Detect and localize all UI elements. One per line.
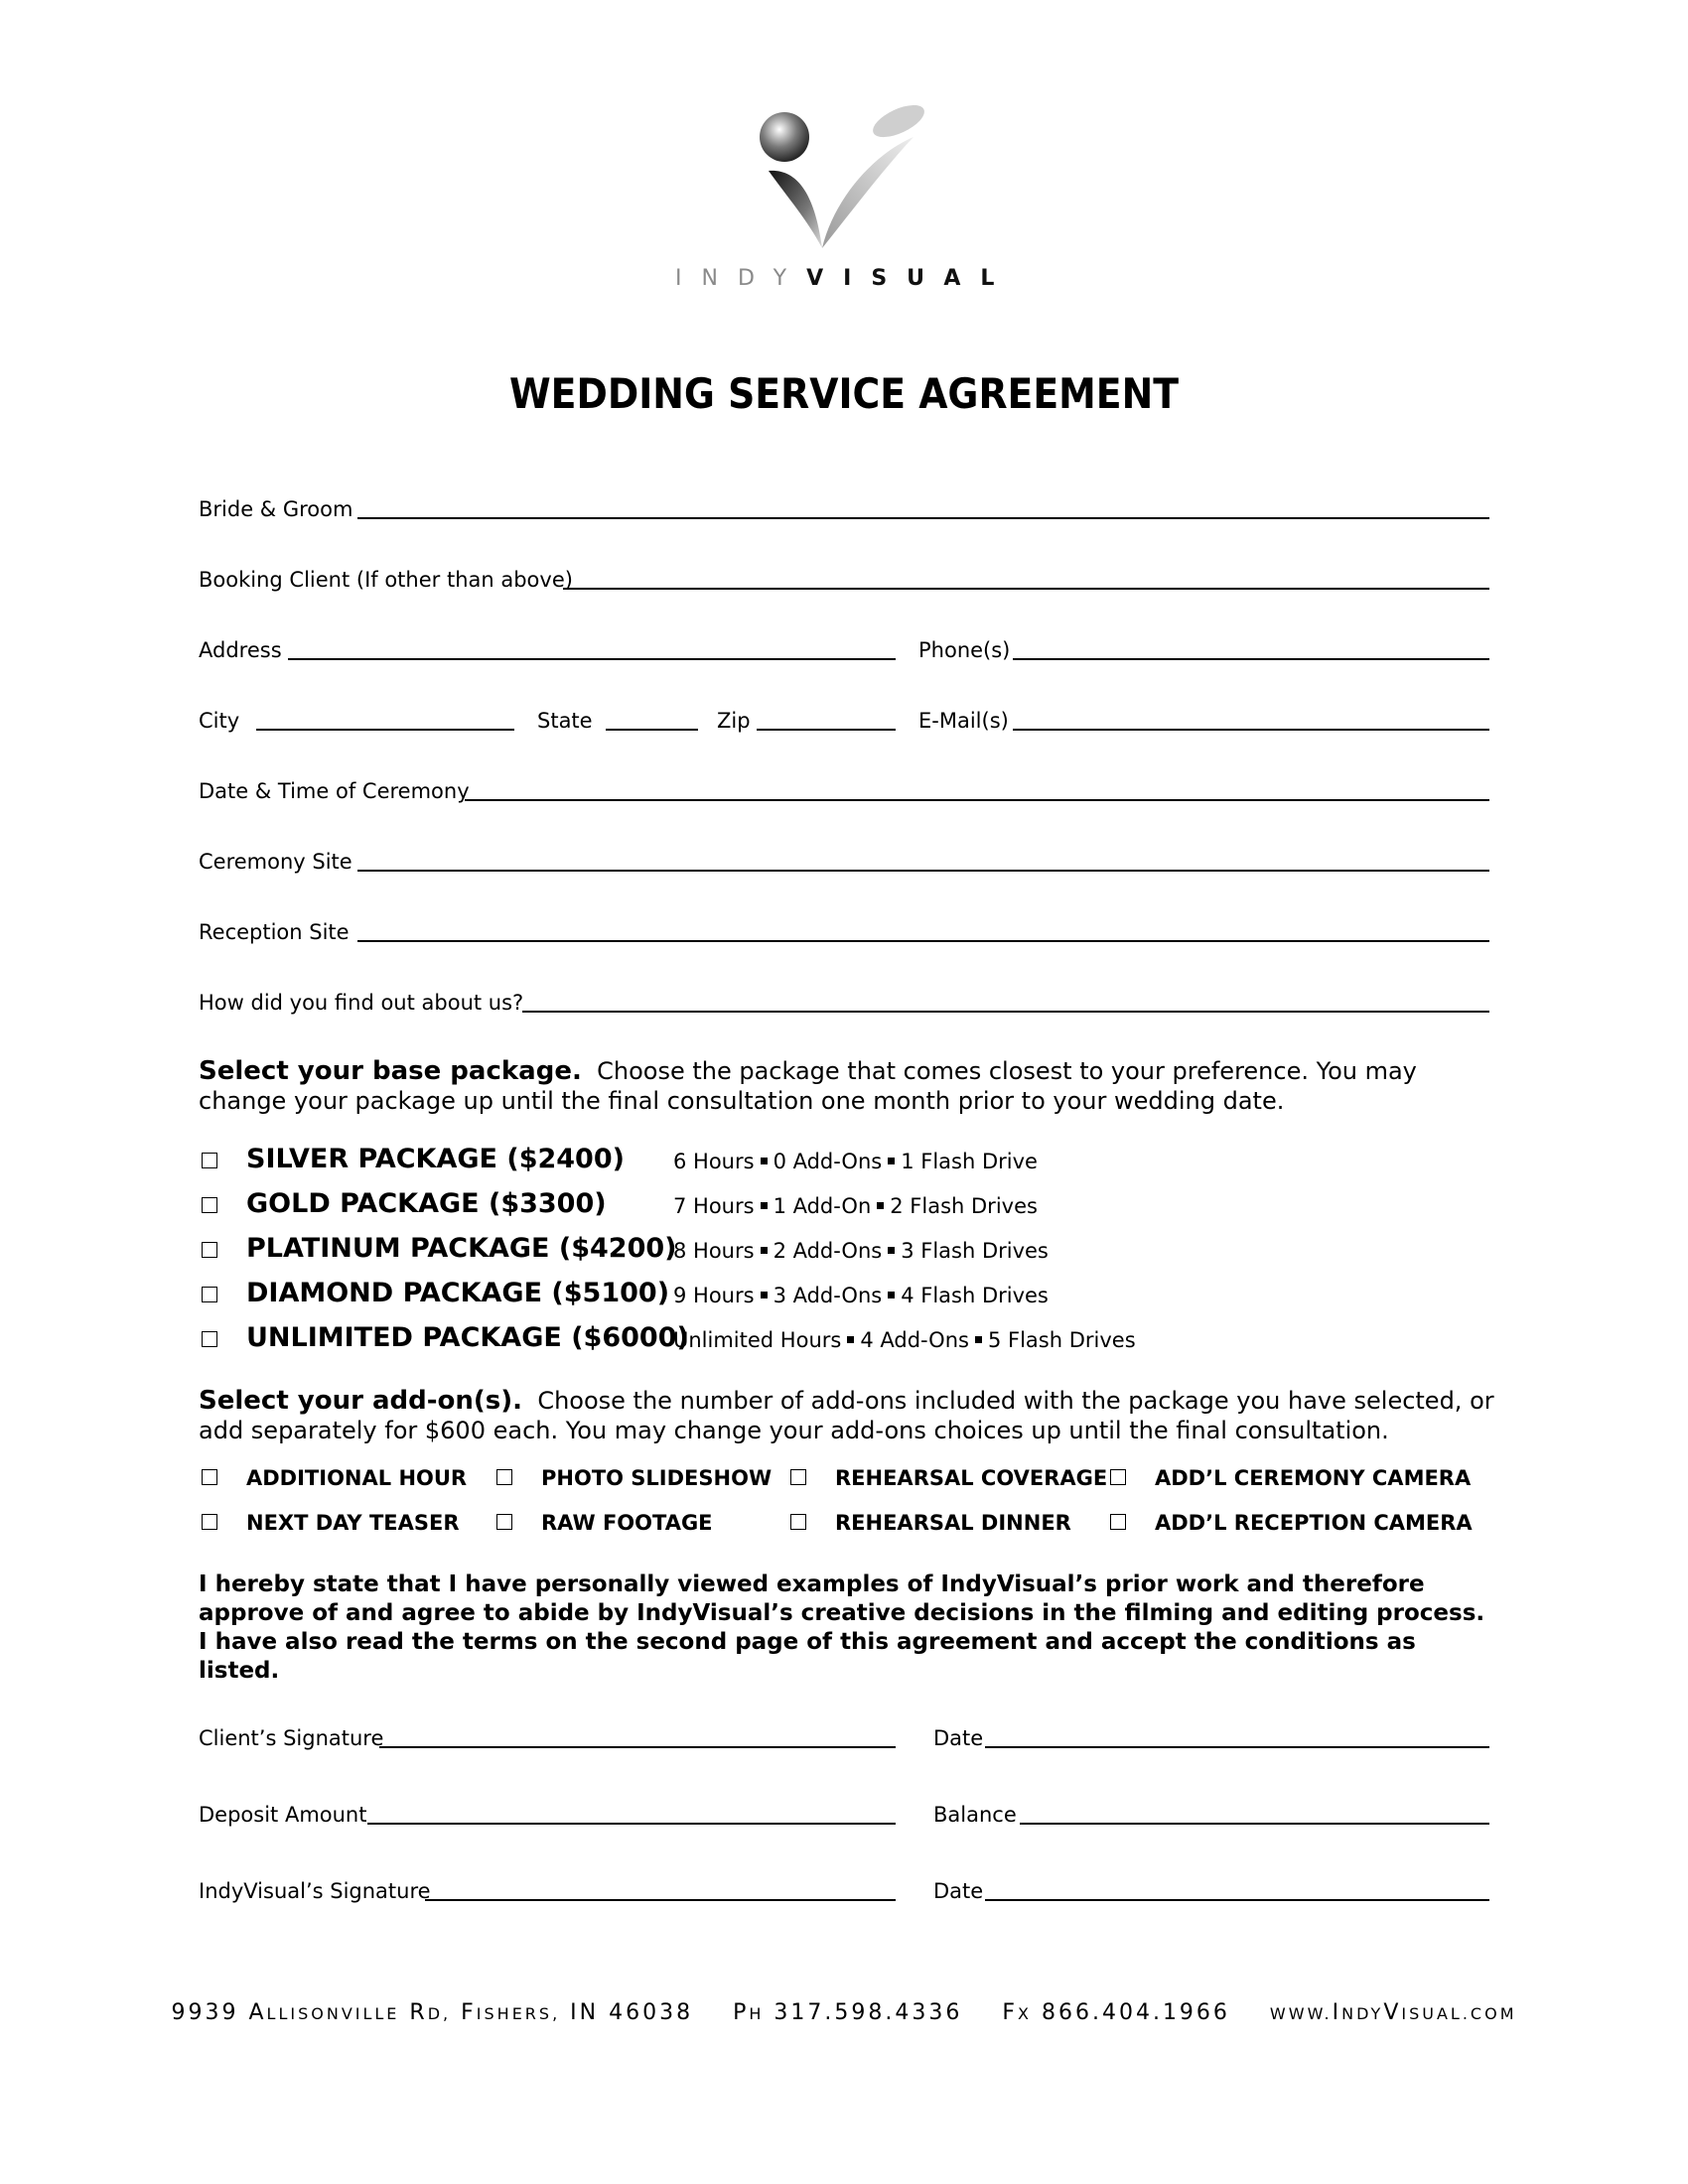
find-us-label: How did you find out about us? bbox=[199, 991, 524, 1015]
client-signature-row bbox=[199, 1710, 1489, 1750]
bullet-square-icon bbox=[888, 1158, 895, 1164]
indyvisual-signature-field[interactable] bbox=[425, 1899, 896, 1901]
footer-fax: 866.404.1966 bbox=[1041, 2000, 1230, 2025]
package-addons: 1 Add-On bbox=[773, 1194, 872, 1218]
emails-field[interactable] bbox=[1013, 729, 1489, 731]
checkbox[interactable] bbox=[202, 1469, 217, 1485]
ceremony-datetime-row bbox=[199, 763, 1489, 803]
page-title: WEDDING SERVICE AGREEMENT bbox=[508, 369, 1180, 418]
bullet-square-icon bbox=[761, 1292, 768, 1298]
footer-text: .COM bbox=[1462, 2004, 1517, 2023]
balance-field[interactable] bbox=[1020, 1823, 1489, 1825]
package-option[interactable] bbox=[199, 1184, 1291, 1224]
reception-site-label: Reception Site bbox=[199, 920, 350, 944]
ceremony-datetime-label: Date & Time of Ceremony bbox=[199, 779, 470, 803]
phones-label: Phone(s) bbox=[918, 638, 1011, 662]
bullet-square-icon bbox=[761, 1202, 768, 1209]
date-label: Date bbox=[933, 1879, 984, 1903]
footer-phone: 317.598.4336 bbox=[774, 2000, 963, 2025]
addon-label: PHOTO SLIDESHOW bbox=[541, 1466, 773, 1490]
footer-text: P bbox=[733, 2000, 750, 2025]
package-details bbox=[673, 1239, 1049, 1263]
package-hours: 8 Hours bbox=[673, 1239, 755, 1263]
addon-label: REHEARSAL DINNER bbox=[835, 1511, 1071, 1535]
booking-client-label: Booking Client (If other than above) bbox=[199, 568, 573, 592]
checkbox[interactable] bbox=[202, 1153, 217, 1168]
client-signature-field[interactable] bbox=[379, 1746, 896, 1748]
booking-client-row bbox=[199, 552, 1489, 592]
date-label: Date bbox=[933, 1726, 984, 1750]
package-drives: 3 Flash Drives bbox=[901, 1239, 1049, 1263]
ceremony-site-row bbox=[199, 834, 1489, 874]
checkbox[interactable] bbox=[496, 1514, 512, 1530]
deposit-field[interactable] bbox=[367, 1823, 896, 1825]
logo-word-visual: VISUAL bbox=[806, 266, 1015, 291]
indyvisual-logo bbox=[675, 99, 1015, 298]
package-option[interactable] bbox=[199, 1318, 1291, 1358]
address-row bbox=[199, 622, 1489, 662]
checkbox[interactable] bbox=[496, 1469, 512, 1485]
logo-wordmark bbox=[675, 266, 1053, 291]
checkbox[interactable] bbox=[790, 1469, 806, 1485]
state-field[interactable] bbox=[606, 729, 698, 731]
find-us-row bbox=[199, 975, 1489, 1015]
city-row bbox=[199, 693, 1489, 733]
package-drives: 1 Flash Drive bbox=[901, 1150, 1038, 1173]
contact-footer bbox=[0, 2000, 1688, 2025]
footer-text: X bbox=[1018, 2004, 1032, 2023]
date-field[interactable] bbox=[985, 1746, 1489, 1748]
reception-site-field[interactable] bbox=[357, 940, 1489, 942]
checkbox[interactable] bbox=[202, 1287, 217, 1302]
package-drives: 4 Flash Drives bbox=[901, 1284, 1049, 1307]
package-addons: 2 Add-Ons bbox=[773, 1239, 883, 1263]
addon-label: REHEARSAL COVERAGE bbox=[835, 1466, 1108, 1490]
bride-groom-field[interactable] bbox=[357, 517, 1489, 519]
package-hours: 6 Hours bbox=[673, 1150, 755, 1173]
bullet-square-icon bbox=[761, 1247, 768, 1254]
emails-label: E-Mail(s) bbox=[918, 709, 1009, 733]
footer-text: ISHERS, bbox=[476, 2004, 561, 2023]
addon-instructions-text: Choose the number of add-ons included with the package you have selected, or add separately for $600 each. You may change your add-ons choices up until the final consultation. bbox=[199, 1387, 1494, 1444]
indyvisual-signature-label: IndyVisual’s Signature bbox=[199, 1879, 431, 1903]
package-hours: 9 Hours bbox=[673, 1284, 755, 1307]
footer-text: NDY bbox=[1341, 2004, 1384, 2023]
package-addons: 4 Add-Ons bbox=[860, 1328, 969, 1352]
logo-mark-icon bbox=[755, 99, 953, 258]
checkbox[interactable] bbox=[790, 1514, 806, 1530]
balance-label: Balance bbox=[933, 1803, 1017, 1827]
package-details bbox=[673, 1150, 1038, 1173]
ceremony-site-field[interactable] bbox=[357, 870, 1489, 872]
addon-label: NEXT DAY TEASER bbox=[246, 1511, 460, 1535]
footer-text: R bbox=[409, 2000, 428, 2025]
address-label: Address bbox=[199, 638, 282, 662]
deposit-label: Deposit Amount bbox=[199, 1803, 367, 1827]
addon-instructions bbox=[199, 1386, 1499, 1445]
package-details bbox=[673, 1194, 1038, 1218]
bride-groom-row bbox=[199, 481, 1489, 521]
bride-groom-label: Bride & Groom bbox=[199, 497, 353, 521]
checkbox[interactable] bbox=[202, 1197, 217, 1213]
package-hours: Unlimited Hours bbox=[673, 1328, 842, 1352]
city-field[interactable] bbox=[256, 729, 514, 731]
package-option[interactable] bbox=[199, 1140, 1291, 1179]
footer-text: LLISONVILLE bbox=[266, 2004, 400, 2023]
indyvisual-signature-row bbox=[199, 1863, 1489, 1903]
ceremony-site-label: Ceremony Site bbox=[199, 850, 352, 874]
addon-label: ADDITIONAL HOUR bbox=[246, 1466, 468, 1490]
logo-word-indy: INDY bbox=[675, 266, 807, 291]
package-addons: 3 Add-Ons bbox=[773, 1284, 883, 1307]
footer-text: D, bbox=[427, 2004, 452, 2023]
package-details bbox=[673, 1328, 1136, 1352]
package-name: DIAMOND PACKAGE ($5100) bbox=[246, 1278, 670, 1308]
bullet-square-icon bbox=[888, 1247, 895, 1254]
package-option[interactable] bbox=[199, 1274, 1291, 1313]
addon-label: ADD’L RECEPTION CAMERA bbox=[1155, 1511, 1473, 1535]
footer-text: A bbox=[248, 2000, 267, 2025]
client-signature-label: Client’s Signature bbox=[199, 1726, 384, 1750]
package-name: PLATINUM PACKAGE ($4200) bbox=[246, 1233, 677, 1264]
bullet-square-icon bbox=[761, 1158, 768, 1164]
package-name: SILVER PACKAGE ($2400) bbox=[246, 1144, 625, 1174]
package-addons: 0 Add-Ons bbox=[773, 1150, 883, 1173]
footer-text: I bbox=[1332, 2000, 1342, 2025]
checkbox[interactable] bbox=[202, 1242, 217, 1258]
footer-text: F bbox=[1002, 2000, 1018, 2025]
bullet-square-icon bbox=[975, 1336, 982, 1343]
package-name: GOLD PACKAGE ($3300) bbox=[246, 1188, 607, 1219]
package-instructions-lead: Select your base package. bbox=[199, 1056, 582, 1086]
addon-label: RAW FOOTAGE bbox=[541, 1511, 713, 1535]
ceremony-datetime-field[interactable] bbox=[465, 799, 1489, 801]
reception-site-row bbox=[199, 904, 1489, 944]
checkbox[interactable] bbox=[202, 1514, 217, 1530]
bullet-square-icon bbox=[877, 1202, 884, 1209]
addon-instructions-lead: Select your add-on(s). bbox=[199, 1386, 523, 1416]
city-label: City bbox=[199, 709, 240, 733]
package-instructions-text: Choose the package that comes closest to your preference. You may change your package up until the final consultation one month prior to your wedding date. bbox=[199, 1057, 1417, 1115]
package-option[interactable] bbox=[199, 1229, 1291, 1269]
package-name: UNLIMITED PACKAGE ($6000) bbox=[246, 1322, 689, 1353]
acceptance-statement: I hereby state that I have personally viewed examples of IndyVisual’s prior work and therefore approve of and agree to abide by IndyVisual’s creative decisions in the filming and editing process. I have also read the terms on the second page of this agreement and accept the conditions as listed. bbox=[199, 1571, 1485, 1684]
state-label: State bbox=[537, 709, 593, 733]
bullet-square-icon bbox=[888, 1292, 895, 1298]
footer-text: F bbox=[461, 2000, 477, 2025]
package-details bbox=[673, 1284, 1049, 1307]
find-us-field[interactable] bbox=[522, 1011, 1489, 1013]
zip-label: Zip bbox=[717, 709, 751, 733]
phones-field[interactable] bbox=[1013, 658, 1489, 660]
bullet-square-icon bbox=[847, 1336, 854, 1343]
checkbox[interactable] bbox=[1110, 1469, 1126, 1485]
package-drives: 2 Flash Drives bbox=[890, 1194, 1038, 1218]
footer-text: ISUAL bbox=[1401, 2004, 1463, 2023]
date-field[interactable] bbox=[985, 1899, 1489, 1901]
package-hours: 7 Hours bbox=[673, 1194, 755, 1218]
deposit-row bbox=[199, 1787, 1489, 1827]
address-field[interactable] bbox=[288, 658, 896, 660]
package-instructions bbox=[199, 1056, 1499, 1116]
footer-state-zip: IN 46038 bbox=[570, 2000, 694, 2025]
booking-client-field[interactable] bbox=[563, 588, 1489, 590]
checkbox[interactable] bbox=[1110, 1514, 1126, 1530]
addon-label: ADD’L CEREMONY CAMERA bbox=[1155, 1466, 1472, 1490]
package-drives: 5 Flash Drives bbox=[987, 1328, 1136, 1352]
footer-text: V bbox=[1383, 2000, 1402, 2025]
footer-address-number: 9939 bbox=[171, 2000, 239, 2025]
footer-text: WWW. bbox=[1269, 2004, 1333, 2023]
zip-field[interactable] bbox=[757, 729, 896, 731]
footer-text: H bbox=[749, 2004, 765, 2023]
checkbox[interactable] bbox=[202, 1331, 217, 1347]
